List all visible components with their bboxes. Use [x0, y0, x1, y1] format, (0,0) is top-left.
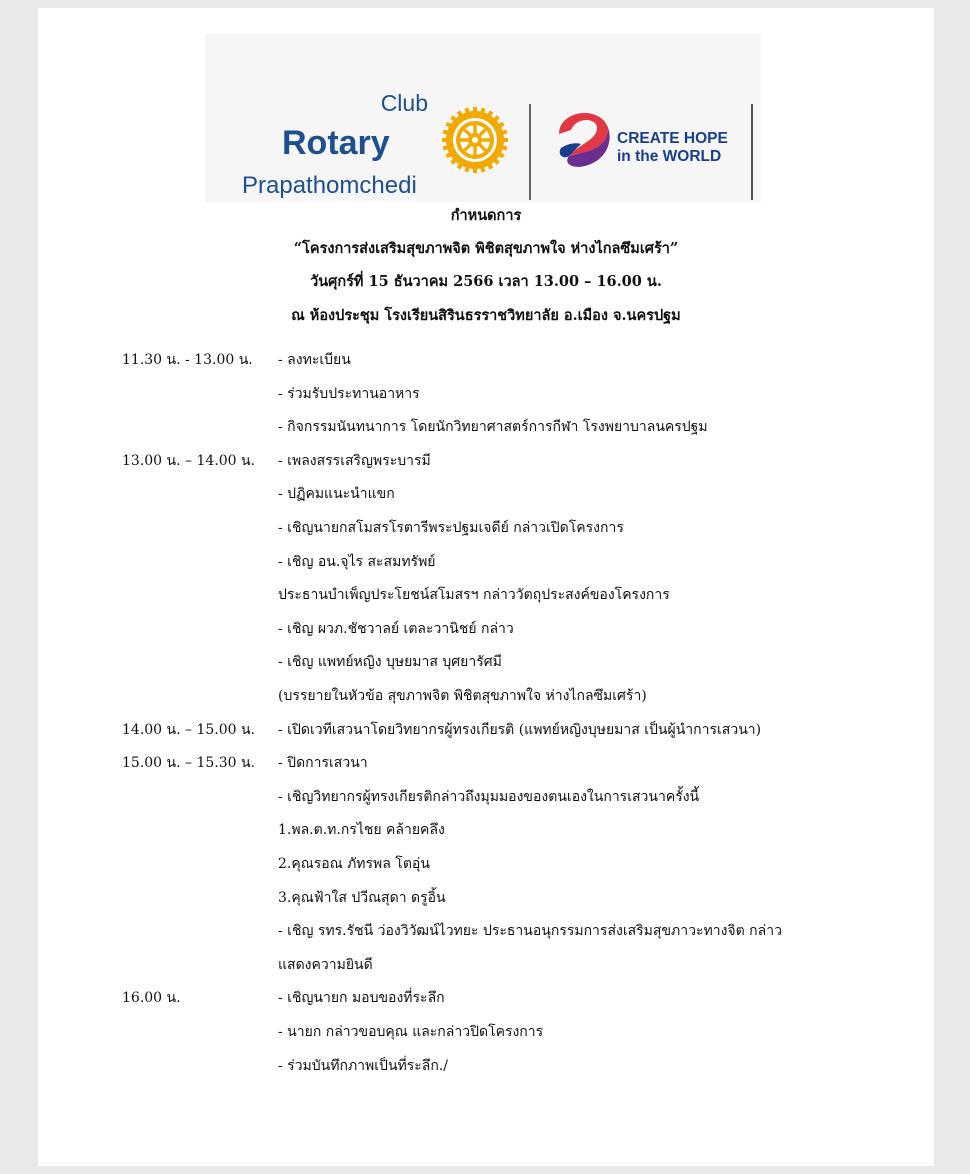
document-title: กำหนดการ: [450, 207, 522, 224]
logo-divider: [529, 104, 531, 200]
event-venue: ณ ห้องประชุม โรงเรียนสิรินธรราชวิทยาลัย อ.เมือง จ.นครปฐม: [291, 307, 681, 324]
event-date: วันศุกร์ที่ 15 ธันวาคม 2566 เวลา 13.00 – 16.00 น.: [310, 273, 662, 290]
schedule-item: 2.คุณรอณ ภัทรพล โตอุ่น: [278, 856, 430, 872]
schedule-item: - เชิญนายก มอบของที่ระลึก: [278, 990, 445, 1006]
schedule-item: 1.พล.ต.ท.กรไชย คล้ายคลึง: [278, 822, 445, 838]
schedule-item: 3.คุณฟ้าใส ปวีณสุดา ดรูอิ้น: [278, 890, 446, 906]
schedule-item: - ร่วมรับประทานอาหาร: [278, 386, 420, 402]
schedule-time: 13.00 น. – 14.00 น.: [122, 453, 255, 469]
schedule-item: - เชิญ ผวภ.ชัชวาลย์ เตละวานิชย์ กล่าว: [278, 621, 514, 637]
slogan-line-1: CREATE HOPE: [617, 130, 728, 147]
document-page: [38, 8, 934, 1166]
schedule-time: 11.30 น. - 13.00 น.: [122, 352, 253, 368]
schedule-item: - เปิดเวทีเสวนาโดยวิทยากรผู้ทรงเกียรติ (แพทย์หญิงบุษยมาส เป็นผู้นำการเสวนา): [278, 722, 762, 738]
schedule-time: 14.00 น. – 15.00 น.: [122, 722, 255, 738]
schedule-item: ประธานบำเพ็ญประโยชน์สโมสรฯ กล่าววัตถุประสงค์ของโครงการ: [278, 587, 670, 603]
schedule-item: - เชิญ อน.จุไร สะสมทรัพย์: [278, 554, 436, 570]
schedule-item: - เพลงสรรเสริญพระบารมี: [278, 453, 431, 469]
schedule-item: แสดงความยินดี: [278, 957, 373, 973]
schedule-item: - ลงทะเบียน: [278, 352, 351, 368]
rotary-label: Rotary: [282, 124, 390, 162]
logo-banner: [205, 34, 761, 202]
schedule-item: - ปิดการเสวนา: [278, 755, 368, 771]
logo-right-bar: [751, 104, 753, 200]
schedule-item: - เชิญนายกสโมสรโรตารีพระปฐมเจดีย์ กล่าวเปิดโครงการ: [278, 520, 624, 536]
schedule-item: - ปฏิคมแนะนำแขก: [278, 486, 395, 502]
create-hope-slogan: [617, 130, 757, 166]
slogan-line-2: in the WORLD: [617, 148, 722, 165]
schedule-item: - เชิญ รทร.รัชนี ว่องวิวัฒน์ไวทยะ ประธานอนุกรรมการส่งเสริมสุขภาวะทางจิต กล่าว: [278, 923, 782, 939]
schedule-item: (บรรยายในหัวข้อ สุขภาพจิต พิชิตสุขภาพใจ ห่างไกลซึมเศร้า): [278, 688, 647, 704]
schedule-time: 15.00 น. – 15.30 น.: [122, 755, 255, 771]
schedule-time: 16.00 น.: [122, 990, 181, 1006]
project-name: “โครงการส่งเสริมสุขภาพจิต พิชิตสุขภาพใจ ห่างไกลซึมเศร้า”: [293, 240, 679, 257]
club-name-label: Prapathomchedi: [242, 172, 417, 199]
schedule-item: - นายก กล่าวขอบคุณ และกล่าวปิดโครงการ: [278, 1024, 544, 1040]
schedule-item: - เชิญวิทยากรผู้ทรงเกียรติกล่าวถึงมุมมองของตนเองในการเสวนาครั้งนี้: [278, 789, 700, 805]
rotary-wheel-icon: [437, 102, 513, 178]
rotary-club-logo-text: [242, 82, 434, 202]
schedule-item: - กิจกรรมนันทนาการ โดยนักวิทยาศาสตร์การกีฬา โรงพยาบาลนครปฐม: [278, 419, 708, 435]
club-label: Club: [380, 90, 428, 116]
create-hope-logo-icon: [549, 104, 615, 172]
schedule-item: - ร่วมบันทึกภาพเป็นที่ระลึก./: [278, 1058, 449, 1074]
schedule-item: - เชิญ แพทย์หญิง บุษยมาส บุศยารัศมี: [278, 654, 502, 670]
